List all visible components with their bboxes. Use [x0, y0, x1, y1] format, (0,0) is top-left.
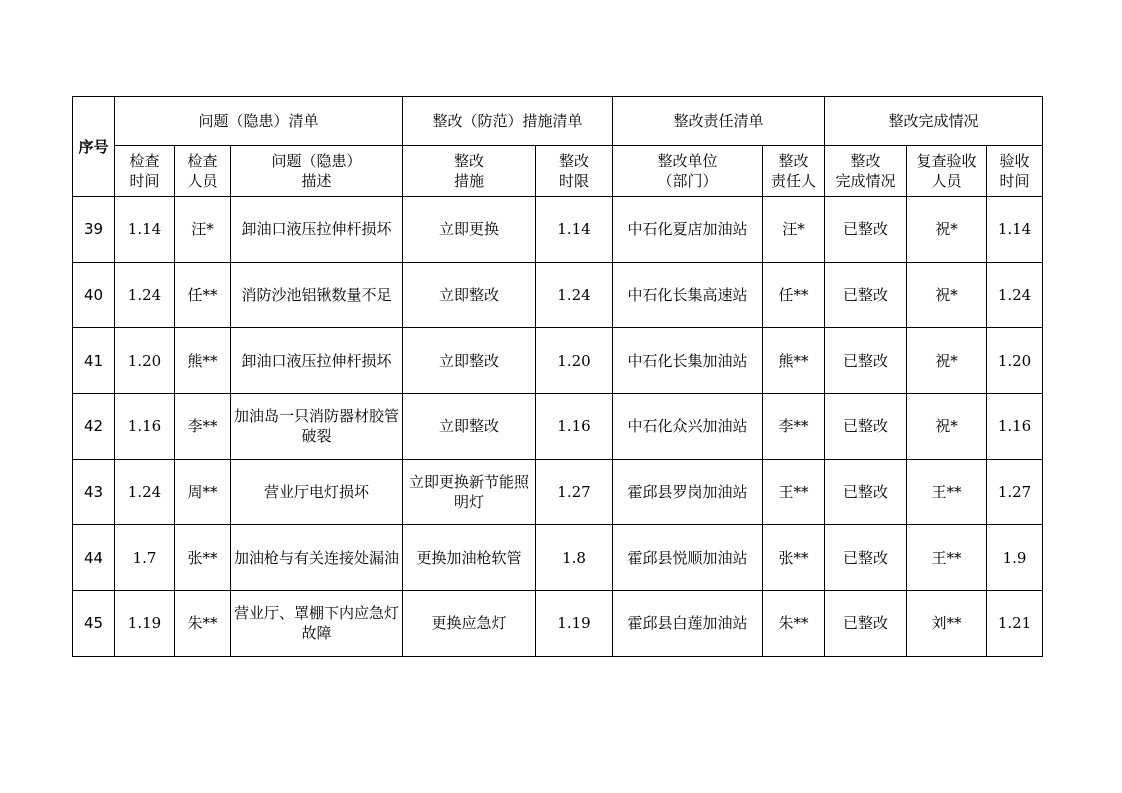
- row-person: 熊**: [763, 328, 825, 394]
- group-measure-list: 整改（防范）措施清单: [403, 97, 613, 146]
- col-person: 整改 责任人: [763, 146, 825, 197]
- col-status: 整改 完成情况: [825, 146, 907, 197]
- col-deadline: 整改 时限: [536, 146, 613, 197]
- row-inspector: 熊**: [175, 328, 231, 394]
- group-header-row: [73, 97, 1043, 146]
- row-check-time: 1.24: [115, 459, 175, 525]
- row-person: 朱**: [763, 591, 825, 657]
- table-row: [73, 591, 1043, 657]
- row-check-time: 1.20: [115, 328, 175, 394]
- row-deadline: 1.19: [536, 591, 613, 657]
- row-check-time: 1.7: [115, 525, 175, 591]
- row-person: 王**: [763, 459, 825, 525]
- row-deadline: 1.16: [536, 394, 613, 460]
- row-status: 已整改: [825, 459, 907, 525]
- row-status: 已整改: [825, 525, 907, 591]
- row-unit: 霍邱县白莲加油站: [613, 591, 763, 657]
- row-accept-time: 1.20: [987, 328, 1043, 394]
- row-check-time: 1.16: [115, 394, 175, 460]
- col-accept-time: 验收 时间: [987, 146, 1043, 197]
- row-accept-time: 1.21: [987, 591, 1043, 657]
- sub-header-row: [73, 146, 1043, 197]
- row-person: 汪*: [763, 197, 825, 263]
- row-reviewer: 刘**: [907, 591, 987, 657]
- table-row: [73, 525, 1043, 591]
- group-responsibility-list: 整改责任清单: [613, 97, 825, 146]
- row-deadline: 1.8: [536, 525, 613, 591]
- row-seq: 39: [73, 197, 115, 263]
- row-reviewer: 王**: [907, 459, 987, 525]
- row-status: 已整改: [825, 197, 907, 263]
- row-status: 已整改: [825, 394, 907, 460]
- row-check-time: 1.24: [115, 262, 175, 328]
- table-row: [73, 459, 1043, 525]
- table-row: [73, 262, 1043, 328]
- row-measure: 立即整改: [403, 328, 536, 394]
- row-seq: 45: [73, 591, 115, 657]
- row-accept-time: 1.27: [987, 459, 1043, 525]
- row-person: 张**: [763, 525, 825, 591]
- row-measure: 更换应急灯: [403, 591, 536, 657]
- group-issue-list: 问题（隐患）清单: [115, 97, 403, 146]
- row-status: 已整改: [825, 328, 907, 394]
- row-reviewer: 祝*: [907, 394, 987, 460]
- row-reviewer: 祝*: [907, 328, 987, 394]
- row-measure: 立即更换新节能照明灯: [403, 459, 536, 525]
- row-deadline: 1.24: [536, 262, 613, 328]
- row-seq: 44: [73, 525, 115, 591]
- row-inspector: 任**: [175, 262, 231, 328]
- row-deadline: 1.27: [536, 459, 613, 525]
- row-issue: 卸油口液压拉伸杆损坏: [231, 197, 403, 263]
- row-issue: 消防沙池铝锹数量不足: [231, 262, 403, 328]
- row-seq: 41: [73, 328, 115, 394]
- row-person: 李**: [763, 394, 825, 460]
- row-seq: 43: [73, 459, 115, 525]
- row-check-time: 1.19: [115, 591, 175, 657]
- row-status: 已整改: [825, 591, 907, 657]
- row-issue: 加油岛一只消防器材胶管破裂: [231, 394, 403, 460]
- row-status: 已整改: [825, 262, 907, 328]
- row-inspector: 张**: [175, 525, 231, 591]
- row-issue: 营业厅电灯损坏: [231, 459, 403, 525]
- row-check-time: 1.14: [115, 197, 175, 263]
- row-accept-time: 1.24: [987, 262, 1043, 328]
- row-inspector: 汪*: [175, 197, 231, 263]
- table-row: [73, 328, 1043, 394]
- row-measure: 立即整改: [403, 262, 536, 328]
- group-completion: 整改完成情况: [825, 97, 1043, 146]
- row-person: 任**: [763, 262, 825, 328]
- row-issue: 卸油口液压拉伸杆损坏: [231, 328, 403, 394]
- col-measure: 整改 措施: [403, 146, 536, 197]
- row-reviewer: 祝*: [907, 262, 987, 328]
- row-issue: 营业厅、罩棚下内应急灯故障: [231, 591, 403, 657]
- row-seq: 40: [73, 262, 115, 328]
- row-measure: 立即整改: [403, 394, 536, 460]
- rectification-table: [72, 96, 1043, 657]
- row-accept-time: 1.14: [987, 197, 1043, 263]
- row-inspector: 周**: [175, 459, 231, 525]
- row-deadline: 1.14: [536, 197, 613, 263]
- row-unit: 中石化长集加油站: [613, 328, 763, 394]
- col-reviewer: 复查验收 人员: [907, 146, 987, 197]
- row-inspector: 朱**: [175, 591, 231, 657]
- table-row: [73, 197, 1043, 263]
- seq-header: 序号: [73, 97, 115, 197]
- row-unit: 中石化长集高速站: [613, 262, 763, 328]
- row-issue: 加油枪与有关连接处漏油: [231, 525, 403, 591]
- table-row: [73, 394, 1043, 460]
- row-inspector: 李**: [175, 394, 231, 460]
- row-unit: 中石化夏店加油站: [613, 197, 763, 263]
- col-unit: 整改单位 （部门）: [613, 146, 763, 197]
- row-deadline: 1.20: [536, 328, 613, 394]
- row-measure: 更换加油枪软管: [403, 525, 536, 591]
- row-reviewer: 王**: [907, 525, 987, 591]
- row-accept-time: 1.9: [987, 525, 1043, 591]
- row-accept-time: 1.16: [987, 394, 1043, 460]
- row-measure: 立即更换: [403, 197, 536, 263]
- row-seq: 42: [73, 394, 115, 460]
- col-inspector: 检查 人员: [175, 146, 231, 197]
- row-unit: 霍邱县罗岗加油站: [613, 459, 763, 525]
- row-unit: 中石化众兴加油站: [613, 394, 763, 460]
- row-reviewer: 祝*: [907, 197, 987, 263]
- col-issue: 问题（隐患） 描述: [231, 146, 403, 197]
- col-check-time: 检查 时间: [115, 146, 175, 197]
- row-unit: 霍邱县悦顺加油站: [613, 525, 763, 591]
